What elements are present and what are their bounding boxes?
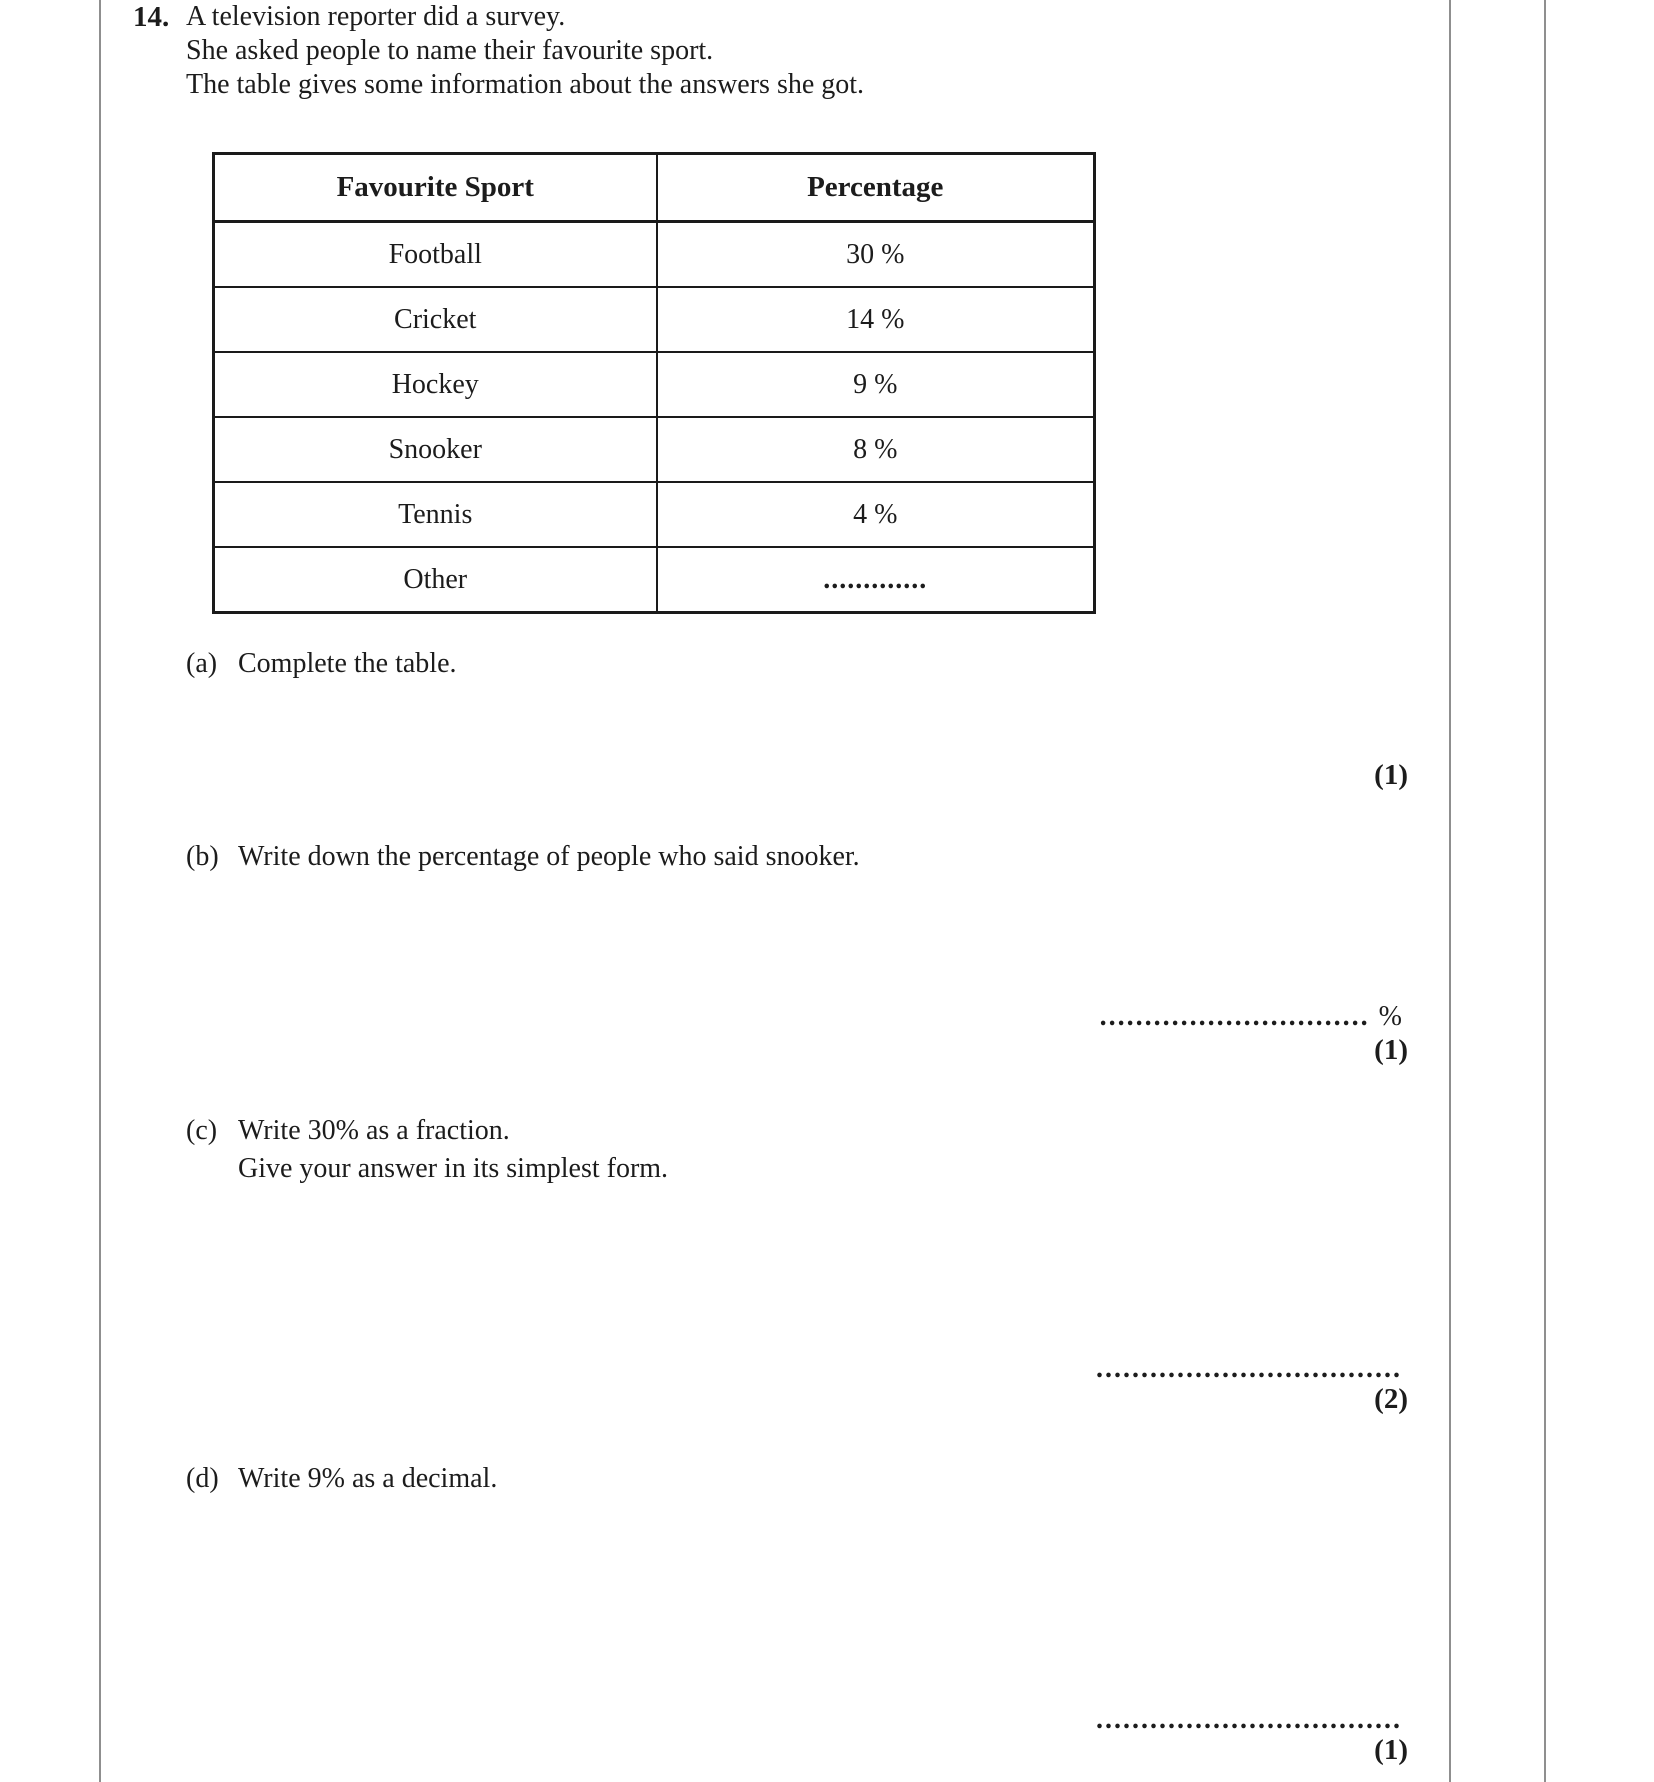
part-a-text: Complete the table.: [238, 648, 457, 679]
part-d-label: (d): [186, 1463, 219, 1494]
sport-cell: Snooker: [214, 417, 657, 482]
sport-cell: Hockey: [214, 352, 657, 417]
left-page-rule: [99, 0, 101, 1782]
header-percentage: Percentage: [657, 154, 1095, 222]
percentage-answer-dots: .............: [657, 547, 1095, 613]
table-row: [214, 222, 1095, 288]
sport-cell: Football: [214, 222, 657, 288]
sport-cell: Tennis: [214, 482, 657, 547]
table-row: [214, 287, 1095, 352]
part-c-marks: (2): [1374, 1383, 1408, 1415]
part-c: [186, 1112, 668, 1188]
table-row: [214, 547, 1095, 613]
table-row: [214, 482, 1095, 547]
part-c-text-line2: Give your answer in its simplest form.: [238, 1153, 669, 1184]
part-a: [186, 645, 457, 683]
part-b: [186, 838, 860, 876]
right-edge-rule: [1544, 0, 1546, 1782]
table-row: [214, 352, 1095, 417]
answer-unit-percent: %: [1378, 1001, 1402, 1032]
question-number: 14.: [133, 1, 170, 33]
question-intro: [133, 0, 864, 102]
table-header-row: [214, 154, 1095, 222]
table-row: [214, 417, 1095, 482]
part-d-text: Write 9% as a decimal.: [238, 1463, 498, 1494]
percentage-cell: 4 %: [657, 482, 1095, 547]
header-favourite-sport: Favourite Sport: [214, 154, 657, 222]
right-margin-rule: [1449, 0, 1451, 1782]
sport-cell: Cricket: [214, 287, 657, 352]
percentage-cell: 8 %: [657, 417, 1095, 482]
part-b-marks: (1): [1374, 1034, 1408, 1066]
part-b-text: Write down the percentage of people who said snooker.: [238, 841, 860, 872]
part-b-label: (b): [186, 841, 219, 872]
intro-line-3: The table gives some information about the answers she got.: [186, 69, 865, 100]
answer-dots: ..............................: [1099, 1001, 1370, 1032]
part-c-answer-line: [1096, 1352, 1402, 1386]
intro-line-1: A television reporter did a survey.: [186, 1, 566, 32]
part-d-marks: (1): [1374, 1734, 1408, 1766]
part-d: [186, 1460, 497, 1498]
part-a-marks: (1): [1374, 759, 1408, 791]
percentage-cell: 14 %: [657, 287, 1095, 352]
part-a-label: (a): [186, 648, 218, 679]
part-b-answer-line: [1100, 1000, 1402, 1034]
percentage-cell: 9 %: [657, 352, 1095, 417]
answer-dots: ..................................: [1096, 1704, 1402, 1735]
part-c-text-line1: Write 30% as a fraction.: [238, 1115, 510, 1146]
sport-cell: Other: [214, 547, 657, 613]
percentage-cell: 30 %: [657, 222, 1095, 288]
answer-dots: ..................................: [1096, 1353, 1402, 1384]
favourite-sport-table: [212, 152, 1096, 614]
intro-line-2: She asked people to name their favourite sport.: [186, 35, 714, 66]
part-c-label: (c): [186, 1115, 218, 1146]
part-d-answer-line: [1096, 1703, 1402, 1737]
